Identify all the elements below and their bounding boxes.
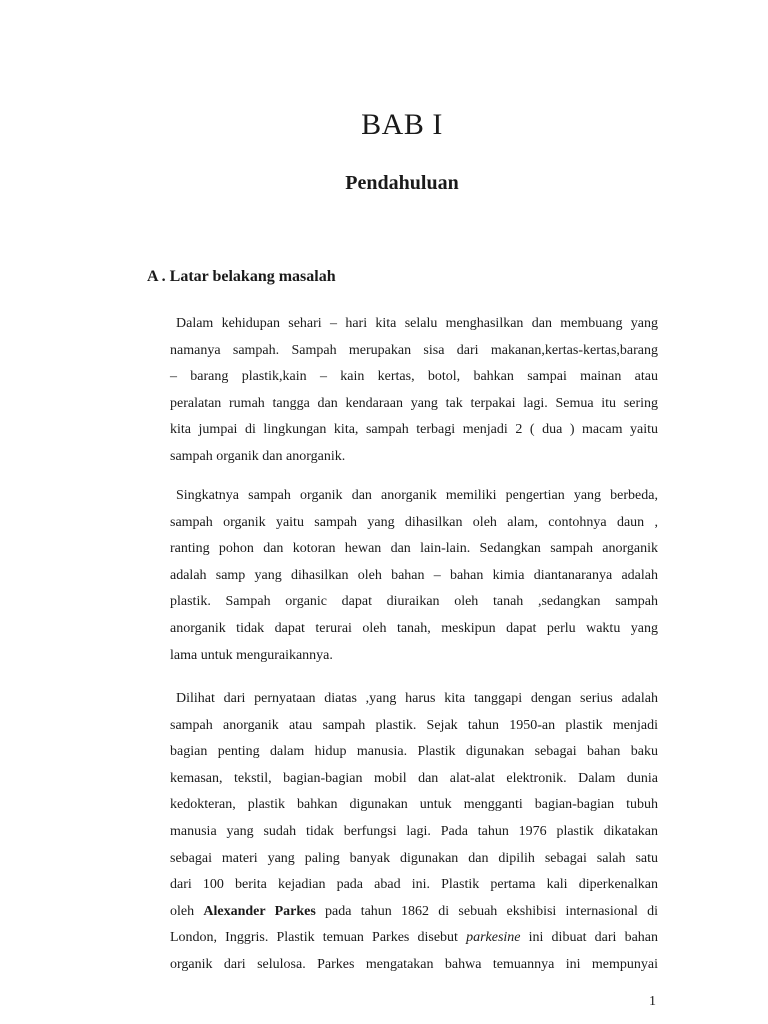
paragraph-line: anorganik tidak dapat terurai oleh tanah, meskipun dapat perlu waktu yang — [170, 620, 658, 636]
paragraph-line: sampah organik yaitu sampah yang dihasilkan oleh alam, contohnya daun , — [170, 514, 658, 530]
paragraph-line: – barang plastik,kain – kain kertas, botol, bahkan sampai mainan atau — [170, 369, 658, 385]
paragraph-line: ranting pohon dan kotoran hewan dan lain-lain. Sedangkan sampah anorganik — [170, 541, 658, 557]
paragraph-line: sampah organik dan anorganik. — [170, 448, 346, 464]
paragraph-line: Dilihat dari pernyataan diatas ,yang harus kita tanggapi dengan serius adalah — [176, 691, 658, 706]
paragraph-line: sampah anorganik atau sampah plastik. Sejak tahun 1950-an plastik menjadi — [170, 717, 658, 733]
paragraph-line: kedokteran, plastik bahkan digunakan untuk mengganti bagian-bagian tubuh — [170, 797, 658, 813]
paragraph-line: kemasan, tekstil, bagian-bagian mobil dan alat-alat elektronik. Dalam dunia — [170, 770, 658, 786]
paragraph-2 — [170, 483, 658, 669]
paragraph-1 — [170, 311, 658, 471]
paragraph-line: Singkatnya sampah organik dan anorganik memiliki pengertian yang berbeda, — [176, 488, 658, 503]
bold-name: Alexander Parkes — [203, 903, 316, 919]
paragraph-line: sebagai materi yang paling banyak digunakan dan dipilih sebagai salah satu — [170, 850, 658, 866]
italic-term: parkesine — [466, 930, 521, 946]
page-number: 1 — [649, 994, 656, 1009]
paragraph-line: manusia yang sudah tidak berfungsi lagi. Pada tahun 1976 plastik dikatakan — [170, 823, 658, 839]
paragraph-line: Dalam kehidupan sehari – hari kita selalu menghasilkan dan membuang yang — [176, 316, 658, 331]
paragraph-line: bagian penting dalam hidup manusia. Plastik digunakan sebagai bahan baku — [170, 744, 658, 760]
paragraph-3 — [170, 686, 658, 979]
paragraph-line: lama untuk menguraikannya. — [170, 647, 333, 663]
line-suffix: pada tahun 1862 di sebuah ekshibisi internasional di — [315, 903, 658, 919]
line-suffix: ini dibuat dari bahan — [520, 930, 658, 946]
paragraph-line — [170, 899, 658, 926]
paragraph-line — [170, 925, 658, 952]
paragraph-line: kita jumpai di lingkungan kita, sampah terbagi menjadi 2 ( dua ) macam yaitu — [170, 422, 658, 438]
line-prefix: London, Inggris. Plastik temuan Parkes disebut — [170, 930, 467, 946]
page-title: Pendahuluan — [345, 172, 459, 194]
paragraph-line: adalah samp yang dihasilkan oleh bahan – bahan kimia diantanaranya adalah — [170, 567, 658, 583]
paragraph-line: namanya sampah. Sampah merupakan sisa dari makanan,kertas-kertas,barang — [170, 342, 658, 358]
line-prefix: oleh — [170, 903, 204, 919]
paragraph-line: organik dari selulosa. Parkes mengatakan bahwa temuannya ini mempunyai — [170, 956, 658, 972]
chapter-heading: BAB I — [361, 108, 443, 141]
paragraph-line: plastik. Sampah organic dapat diuraikan oleh tanah ,sedangkan sampah — [170, 594, 658, 610]
paragraph-line: dari 100 berita kejadian pada abad ini. Plastik pertama kali diperkenalkan — [170, 877, 658, 893]
section-heading: A . Latar belakang masalah — [147, 268, 336, 285]
paragraph-line: peralatan rumah tangga dan kendaraan yang tak terpakai lagi. Semua itu sering — [170, 395, 658, 411]
